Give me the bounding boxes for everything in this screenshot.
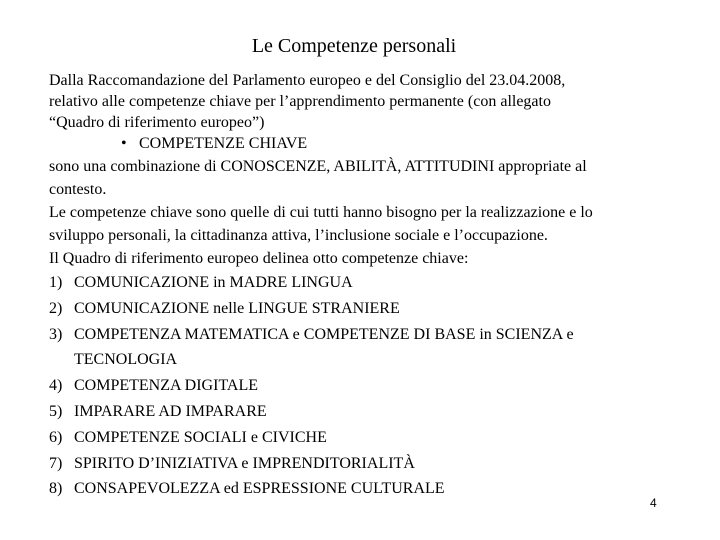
intro-line: relativo alle competenze chiave per l’apprendimento permanente (con allegato [49,93,551,110]
list-item-text: COMUNICAZIONE in MADRE LINGUA [74,274,353,291]
slide-body [49,70,679,502]
list-item [49,322,679,348]
list-intro: Il Quadro di riferimento europeo delinea otto competenze chiave: [49,250,469,267]
list-item-text: COMPETENZE SOCIALI e CIVICHE [74,428,327,446]
definition-paragraph [49,155,679,201]
key-competences-heading [49,133,679,155]
competences-list [49,270,679,502]
list-item [49,399,679,425]
explanation-line: sviluppo personali, la cittadinanza attiva, l’inclusione sociale e l’occupazione. [49,227,548,244]
bullet-icon: • [121,135,127,152]
list-item-number: 6) [49,428,63,446]
list-item-text: COMPETENZA DIGITALE [74,377,259,395]
list-item-number: 3) [49,325,63,343]
list-item-number: 4) [49,377,63,395]
list-item-text: CONSAPEVOLEZZA ed ESPRESSIONE CULTURALE [74,480,445,498]
explanation-line: Le competenze chiave sono quelle di cui tutti hanno bisogno per la realizzazione e lo [49,204,593,221]
list-item [49,425,679,451]
list-item-text: IMPARARE AD IMPARARE [74,402,267,420]
intro-line: “Quadro di riferimento europeo”) [49,114,265,131]
explanation-paragraph [49,201,679,247]
list-item [49,270,679,296]
key-competences-label: COMPETENZE CHIAVE [139,135,308,152]
intro-line: Dalla Raccomandazione del Parlamento europeo e del Consiglio del 23.04.2008, [49,72,566,89]
list-item [49,476,679,502]
intro-paragraph [49,70,679,133]
list-item-continuation [49,347,679,373]
list-item-text: COMPETENZA MATEMATICA e COMPETENZE DI BASE in SCIENZA e [74,325,574,343]
slide-title: Le Competenze personali [251,35,457,57]
list-item [49,296,679,322]
list-item-number: 7) [49,454,63,472]
definition-line: contesto. [49,181,107,198]
list-item-text: COMUNICAZIONE nelle LINGUE STRANIERE [74,299,400,317]
list-item-number: 5) [49,402,63,420]
list-item [49,373,679,399]
definition-line: sono una combinazione di CONOSCENZE, ABILITÀ, ATTITUDINI appropriate al [49,158,587,175]
list-item-text: TECNOLOGIA [74,351,178,369]
list-item [49,451,679,477]
list-item-number: 2) [49,299,63,317]
list-item-text: SPIRITO D’INIZIATIVA e IMPRENDITORIALITÀ [74,454,415,472]
page-number: 4 [650,496,657,510]
list-item-number: 8) [49,480,63,498]
list-item-number: 1) [49,274,63,291]
